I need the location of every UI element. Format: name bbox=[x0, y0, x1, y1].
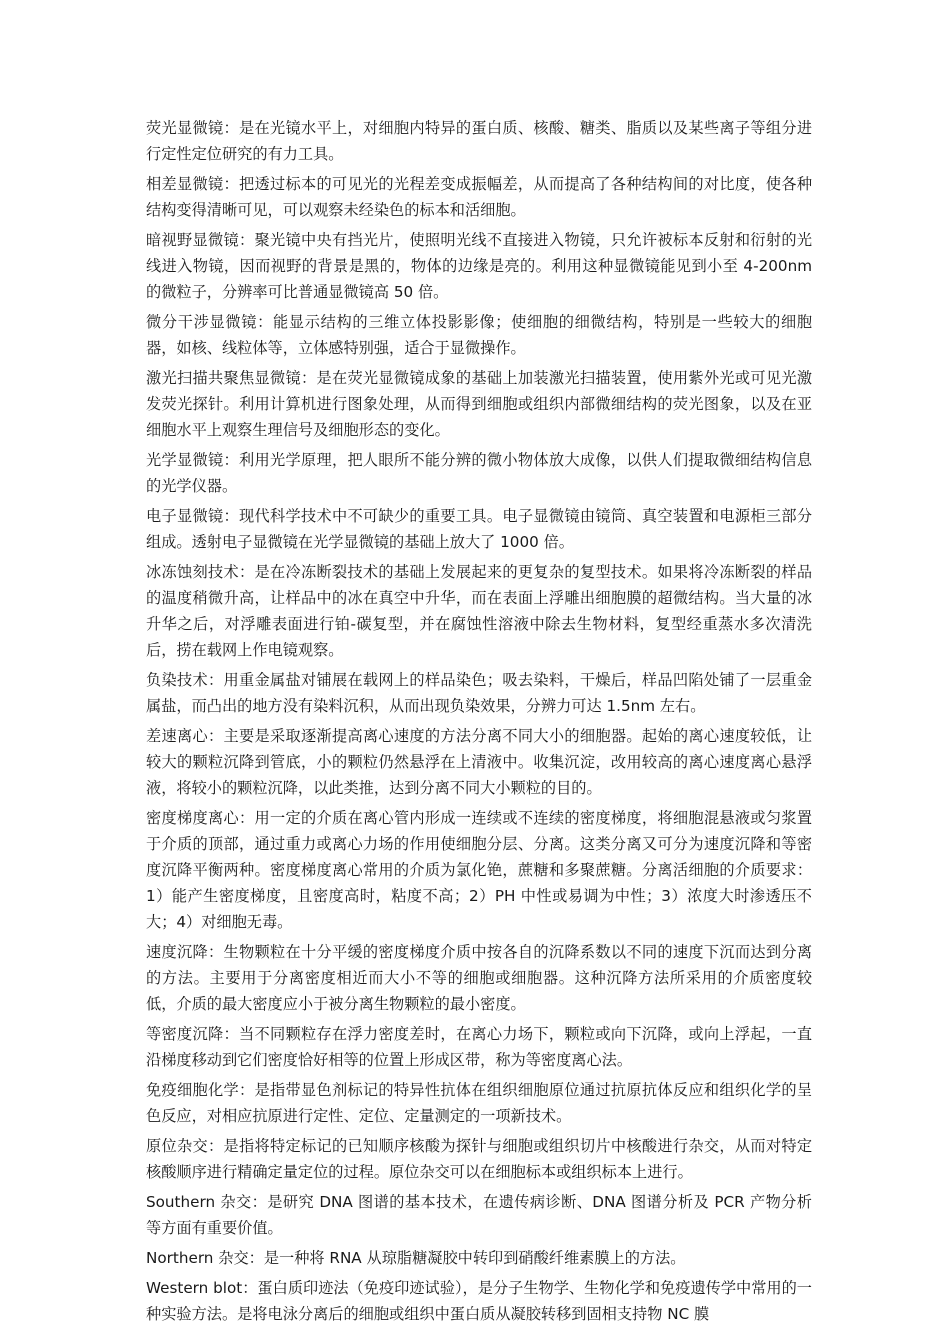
paragraph-fluorescence-microscope: 荧光显微镜：是在光镜水平上，对细胞内特异的蛋白质、核酸、糖类、脂质以及某些离子等组分进行定性定位研究的有力工具。 bbox=[146, 119, 812, 163]
paragraph-southern-blot: Southern 杂交：是研究 DNA 图谱的基本技术，在遗传病诊断、DNA 图谱分析及 PCR 产物分析等方面有重要价值。 bbox=[146, 1193, 812, 1237]
paragraph-electron-microscope: 电子显微镜：现代科学技术中不可缺少的重要工具。电子显微镜由镜筒、真空装置和电源柜三部分组成。透射电子显微镜在光学显微镜的基础上放大了 1000 倍。 bbox=[146, 507, 812, 551]
paragraph-differential-centrifugation: 差速离心：主要是采取逐渐提高离心速度的方法分离不同大小的细胞器。起始的离心速度较低，让较大的颗粒沉降到管底，小的颗粒仍然悬浮在上清液中。收集沉淀，改用较高的离心速度离心悬浮液，将较小的颗粒沉降，以此类推，达到分离不同大小颗粒的目的。 bbox=[146, 727, 812, 797]
paragraph-freeze-etching: 冰冻蚀刻技术：是在冷冻断裂技术的基础上发展起来的更复杂的复型技术。如果将冷冻断裂的样品的温度稍微升高，让样品中的冰在真空中升华，而在表面上浮雕出细胞膜的超微结构。当大量的冰升华之后，对浮雕表面进行铂-碳复型，并在腐蚀性溶液中除去生物材料，复型经重蒸水多次清洗后，捞在载网上作电镜观察。 bbox=[146, 563, 812, 659]
paragraph-optical-microscope: 光学显微镜：利用光学原理，把人眼所不能分辨的微小物体放大成像，以供人们提取微细结构信息的光学仪器。 bbox=[146, 451, 812, 495]
paragraph-phase-contrast-microscope: 相差显微镜：把透过标本的可见光的光程差变成振幅差，从而提高了各种结构间的对比度，使各种结构变得清晰可见，可以观察未经染色的标本和活细胞。 bbox=[146, 175, 812, 219]
paragraph-confocal-microscope: 激光扫描共聚焦显微镜：是在荧光显微镜成象的基础上加装激光扫描装置，使用紫外光或可见光激发荧光探针。利用计算机进行图象处理，从而得到细胞或组织内部微细结构的荧光图象，以及在亚细胞水平上观察生理信号及细胞形态的变化。 bbox=[146, 369, 812, 439]
paragraph-in-situ-hybridization: 原位杂交：是指将特定标记的已知顺序核酸为探针与细胞或组织切片中核酸进行杂交，从而对特定核酸顺序进行精确定量定位的过程。原位杂交可以在细胞标本或组织标本上进行。 bbox=[146, 1137, 812, 1181]
paragraph-dark-field-microscope: 暗视野显微镜：聚光镜中央有挡光片，使照明光线不直接进入物镜，只允许被标本反射和衍射的光线进入物镜，因而视野的背景是黑的，物体的边缘是亮的。利用这种显微镜能见到小至 4-200nm 的微粒子，分辨率可比普通显微镜高 50 倍。 bbox=[146, 231, 812, 301]
paragraph-northern-blot: Northern 杂交：是一种将 RNA 从琼脂糖凝胶中转印到硝酸纤维素膜上的方法。 bbox=[146, 1249, 686, 1267]
paragraph-density-gradient-centrifugation: 密度梯度离心：用一定的介质在离心管内形成一连续或不连续的密度梯度，将细胞混悬液或匀浆置于介质的顶部，通过重力或离心力场的作用使细胞分层、分离。这类分离又可分为速度沉降和等密度沉降平衡两种。密度梯度离心常用的介质为氯化铯，蔗糖和多聚蔗糖。分离活细胞的介质要求：1）能产生密度梯度，且密度高时，粘度不高；2）PH 中性或易调为中性；3）浓度大时渗透压不大；4）对细胞无毒。 bbox=[146, 809, 812, 931]
paragraph-negative-staining: 负染技术：用重金属盐对铺展在载网上的样品染色；吸去染料，干燥后，样品凹陷处铺了一层重金属盐，而凸出的地方没有染料沉积，从而出现负染效果，分辨力可达 1.5nm 左右。 bbox=[146, 671, 812, 715]
paragraph-isopycnic-sedimentation: 等密度沉降：当不同颗粒存在浮力密度差时，在离心力场下，颗粒或向下沉降，或向上浮起，一直沿梯度移动到它们密度恰好相等的位置上形成区带，称为等密度离心法。 bbox=[146, 1025, 812, 1069]
paragraph-velocity-sedimentation: 速度沉降：生物颗粒在十分平缓的密度梯度介质中按各自的沉降系数以不同的速度下沉而达到分离的方法。主要用于分离密度相近而大小不等的细胞或细胞器。这种沉降方法所采用的介质密度较低，介质的最大密度应小于被分离生物颗粒的最小密度。 bbox=[146, 943, 812, 1013]
paragraph-western-blot: Western blot：蛋白质印迹法（免疫印迹试验），是分子生物学、生物化学和免疫遗传学中常用的一种实验方法。是将电泳分离后的细胞或组织中蛋白质从凝胶转移到固相支持物 NC 膜 bbox=[146, 1279, 812, 1323]
paragraph-immunocytochemistry: 免疫细胞化学：是指带显色剂标记的特异性抗体在组织细胞原位通过抗原抗体反应和组织化学的呈色反应，对相应抗原进行定性、定位、定量测定的一项新技术。 bbox=[146, 1081, 812, 1125]
paragraph-dic-microscope: 微分干涉显微镜：能显示结构的三维立体投影影像；使细胞的细微结构，特别是一些较大的细胞器，如核、线粒体等，立体感特别强，适合于显微操作。 bbox=[146, 313, 812, 357]
